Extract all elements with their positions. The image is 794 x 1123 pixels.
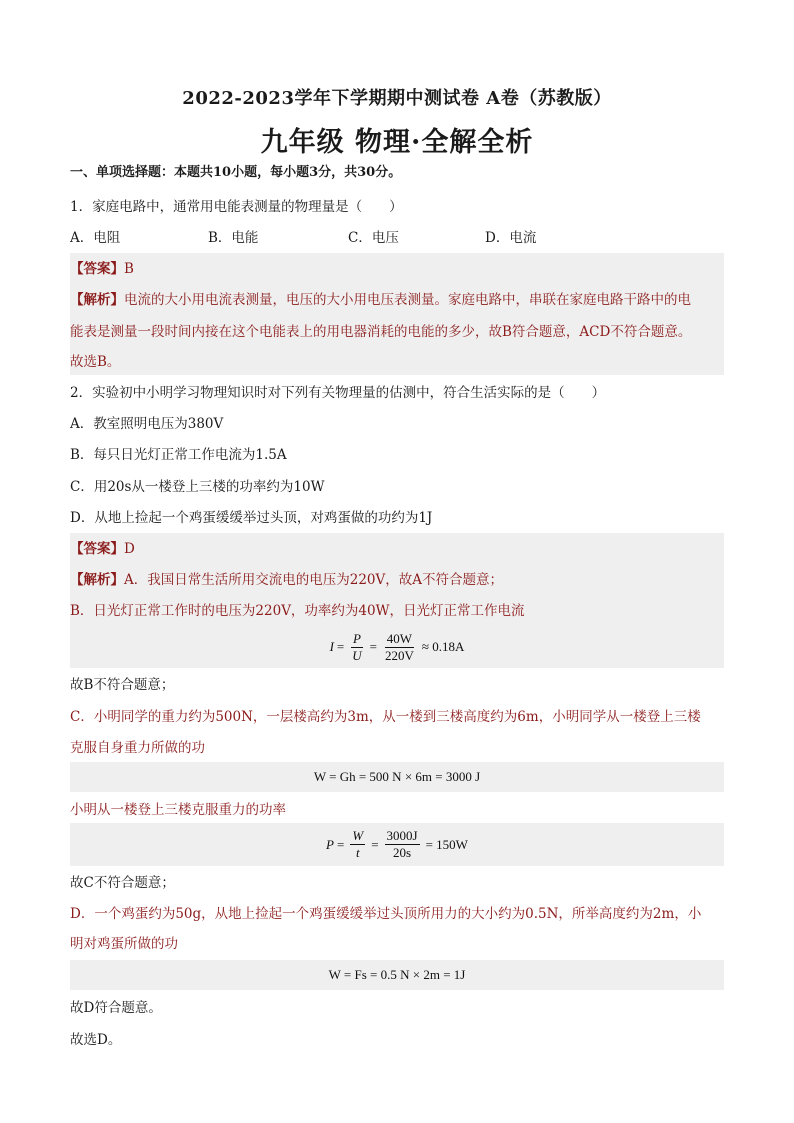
q2-d-conclusion: 故D符合题意。 (70, 1000, 162, 1016)
answer-tag: 【答案】 (70, 261, 124, 277)
q2-analysis-d-1: D．一个鸡蛋约为50g，从地上捡起一个鸡蛋缓缓举过头顶所用力的大小约为0.5N，所举高度约为2m，小 (70, 906, 702, 922)
q2-answer (70, 539, 724, 559)
document-subtitle: 九年级 物理·全解全析 (260, 127, 534, 158)
q2-stem: 2．实验初中小明学习物理知识时对下列有关物理量的估测中，符合生活实际的是（ ） (70, 385, 606, 401)
formula-egg-work: W = Fs = 0.5 N × 2m = 1J (328, 967, 466, 982)
q2-option-d: D．从地上捡起一个鸡蛋缓缓举过头顶，对鸡蛋做的功约为1J (70, 510, 433, 526)
formula-work: W = Gh = 500 N × 6m = 3000 J (313, 769, 481, 784)
q2-option-b: B．每只日光灯正常工作电流为1.5A (70, 447, 287, 463)
q2-c-conclusion: 故C不符合题意； (70, 875, 175, 891)
analysis-tag: 【解析】 (70, 572, 124, 588)
q1-options (70, 228, 724, 248)
formula-current: I = $\frac{P}{U}$ = $\frac{40W}{220V}$ ≈ 0.18A (329, 630, 465, 663)
answer-tag: 【答案】 (70, 541, 124, 557)
q1-option-c: C．电压 (348, 230, 399, 246)
q2-analysis-b: B．日光灯正常工作时的电压为220V，功率约为40W，日光灯正常工作电流 (70, 603, 525, 619)
q1-analysis-line-1: 【解析】电流的大小用电流表测量，电压的大小用电压表测量。家庭电路中，串联在家庭电路干路中的电 (70, 292, 691, 308)
q1-stem: 1．家庭电路中，通常用电能表测量的物理量是（ ） (70, 199, 403, 215)
q2-answer-value: D (124, 541, 135, 557)
formula-power: P = $\frac{W}{t}$ = $\frac{3000J}{20s}$ = 150W (326, 828, 468, 860)
q2-option-a: A．教室照明电压为380V (70, 416, 224, 432)
q2-analysis-c-2: 克服自身重力所做的功 (70, 740, 205, 756)
q1-answer-value: B (124, 261, 134, 277)
fraction: $\frac{40W}{220V}$ (385, 630, 414, 663)
fraction: $\frac{P}{U}$ (352, 630, 362, 663)
document-title: 2022-2023学年下学期期中测试卷 A卷（苏教版） (182, 88, 612, 109)
q1-answer (70, 259, 724, 279)
q2-final-answer: 故选D。 (70, 1032, 122, 1048)
q2-analysis-d-2: 明对鸡蛋所做的功 (70, 936, 178, 952)
fraction: $\frac{W}{t}$ (352, 828, 364, 860)
q1-option-a: A．电阻 (70, 230, 121, 246)
q1-analysis-line-3: 故选B。 (70, 354, 121, 370)
section-heading: 一、单项选择题：本题共10小题，每小题3分，共30分。 (70, 165, 402, 180)
analysis-tag: 【解析】 (70, 292, 124, 308)
q2-analysis-a: 【解析】A．我国日常生活所用交流电的电压为220V，故A不符合题意； (70, 572, 504, 588)
q1-analysis-line-2: 能表是测量一段时间内接在这个电能表上的用电器消耗的电能的多少，故B符合题意，ACD不符合题意。 (70, 324, 692, 340)
q1-option-b: B．电能 (208, 230, 259, 246)
q1-option-d: D．电流 (485, 230, 537, 246)
q2-analysis-c-1: C．小明同学的重力约为500N，一层楼高约为3m，从一楼到三楼高度约为6m，小明同学从一楼登上三楼 (70, 709, 701, 725)
fraction: $\frac{3000J}{20s}$ (386, 828, 418, 860)
q2-b-conclusion: 故B不符合题意； (70, 677, 175, 693)
q2-analysis-c-3: 小明从一楼登上三楼克服重力的功率 (70, 802, 286, 818)
q2-option-c: C．用20s从一楼登上三楼的功率约为10W (70, 479, 325, 495)
